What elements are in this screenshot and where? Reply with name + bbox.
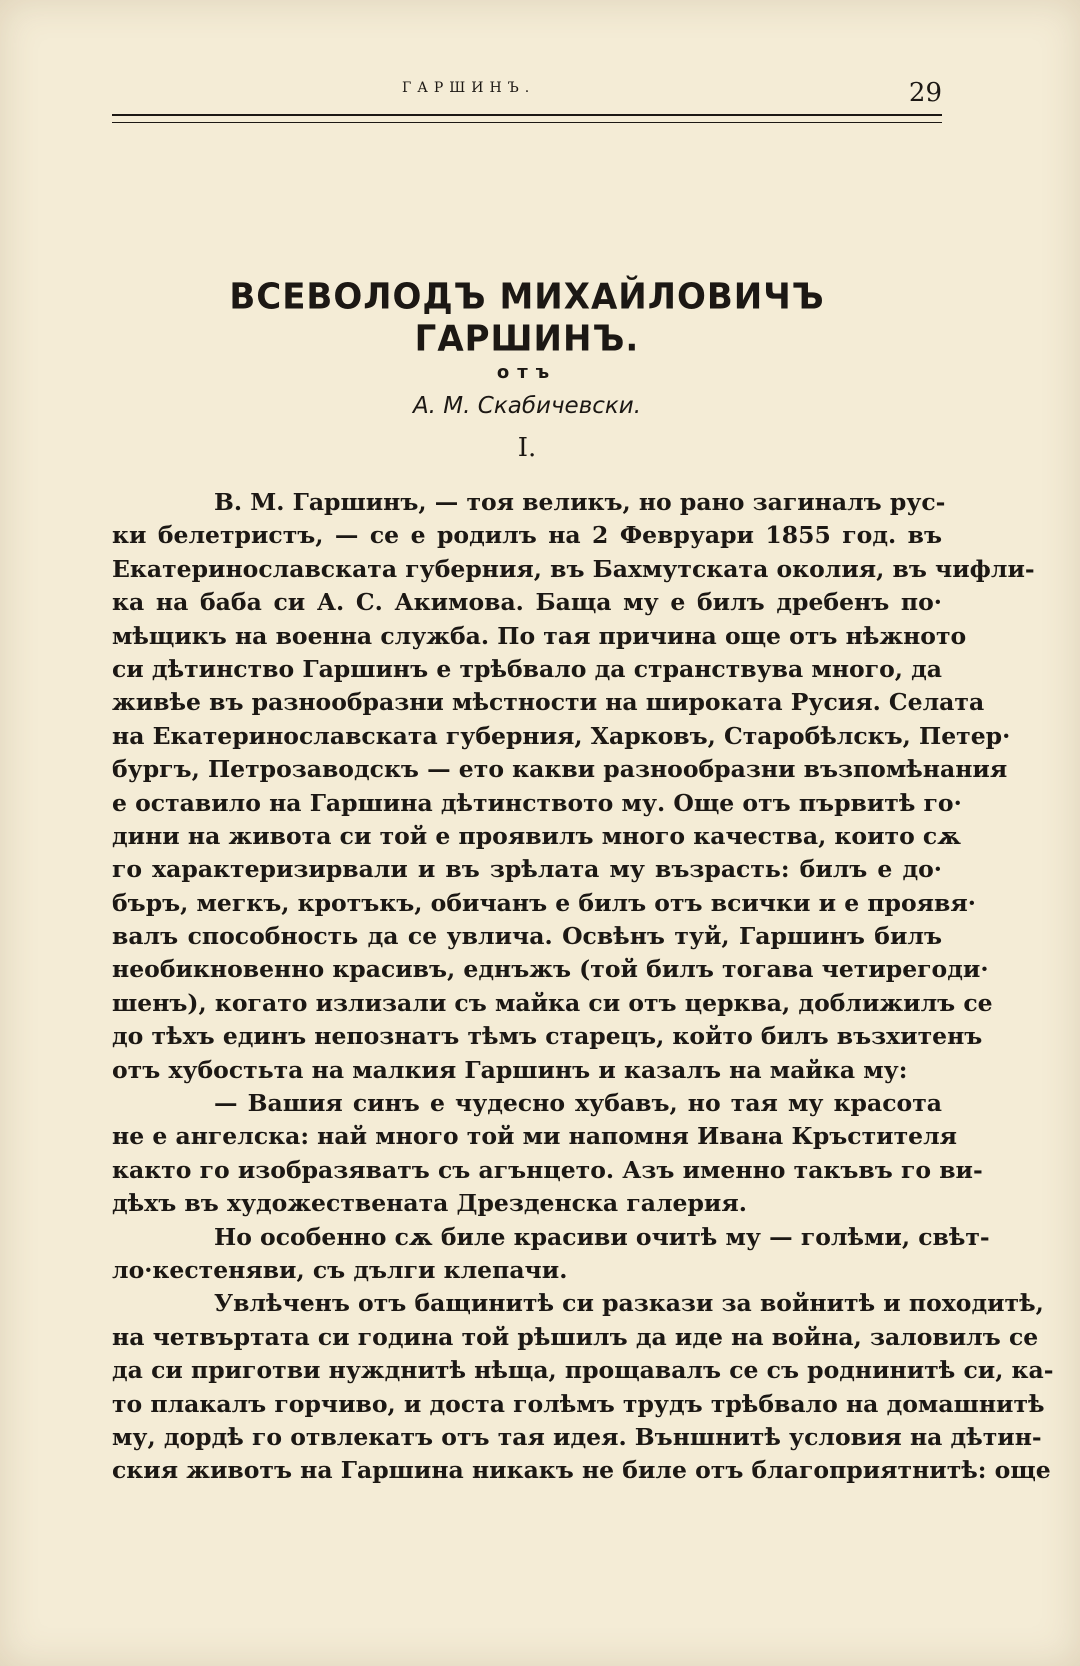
text-line: ския животъ на Гаршина никакъ не биле отъ благоприятнитѣ: още <box>112 1456 1051 1485</box>
text-line: да си приготви нужднитѣ нѣща, прощавалъ се съ роднинитѣ си, ка- <box>112 1356 1054 1385</box>
text-line: на Екатеринославската губерния, Харковъ, Старобѣлскъ, Петер· <box>112 721 1011 750</box>
text-line: бъръ, мегкъ, кротъкъ, обичанъ е билъ отъ всички и е проявя· <box>112 888 976 917</box>
text-line: си дѣтинство Гаршинъ е трѣбвало да странствува много, да <box>112 654 943 683</box>
text-line: мѣщикъ на военна служба. По тая причина още отъ нѣжното <box>112 621 967 650</box>
text-line: необикновенно красивъ, еднъжъ (той билъ тогава четирегоди· <box>112 955 989 984</box>
text-line: Екатеринославската губерния, въ Бахмутската околия, въ чифли- <box>112 554 1035 583</box>
text-line: Но особенно сѫ биле красиви очитѣ му — голѣми, свѣт- <box>214 1222 990 1251</box>
text-line: е оставило на Гаршина дѣтинството му. Още отъ първитѣ го· <box>112 788 962 817</box>
text-line: му, дордѣ го отвлекатъ отъ тая идея. Външнитѣ условия на дѣтин- <box>112 1422 1042 1451</box>
by-line: отъ <box>496 362 558 383</box>
author-name: А. М. Скабичевски. <box>412 393 642 419</box>
running-title: ГАРШИНЪ. <box>402 80 536 96</box>
text-line: живѣе въ разнообразни мѣстности на широката Русия. Селата <box>112 688 985 717</box>
running-header <box>112 78 942 118</box>
text-line: както го изобразяватъ съ агънцето. Азъ именно такъвъ го ви- <box>112 1155 983 1184</box>
text-line: ка на баба си А. С. Акимова. Баща му е билъ дребенъ по· <box>112 588 942 617</box>
text-line: то плакалъ горчиво, и доста голѣмъ трудъ трѣбвало на домашнитѣ <box>112 1389 1045 1418</box>
text-line: отъ хубостьта на малкия Гаршинъ и казалъ на майка му: <box>112 1055 908 1084</box>
text-line: на четвъртата си година той рѣшилъ да иде на война, заловилъ се <box>112 1322 1039 1351</box>
text-line: до тѣхъ единъ непознатъ тѣмъ старецъ, който билъ възхитенъ <box>112 1022 983 1051</box>
text-line: валъ способность да се увлича. Освѣнъ туй, Гаршинъ билъ <box>112 922 942 951</box>
header-rule <box>112 114 942 123</box>
text-line: дѣхъ въ художествената Дрезденска галерия. <box>112 1189 747 1218</box>
body-text <box>112 486 1054 1488</box>
text-line: — Вашия синъ е чудесно хубавъ, но тая му красота <box>214 1089 942 1118</box>
title-block <box>112 278 942 463</box>
text-line: шенъ), когато излизали съ майка си отъ церква, доближилъ се <box>112 988 993 1017</box>
text-line: ки белетристъ, — се е родилъ на 2 Февруари 1855 год. въ <box>112 521 942 550</box>
text-line: не е ангелска: най много той ми напомня Ивана Кръстителя <box>112 1122 958 1151</box>
chapter-number: I. <box>517 433 537 463</box>
article-title: ВСЕВОЛОДЪ МИХАЙЛОВИЧЪ ГАРШИНЪ. <box>229 276 825 360</box>
text-line: ло·кестеняви, съ дълги клепачи. <box>112 1255 568 1284</box>
text-line: дини на живота си той е проявилъ много качества, които сѫ <box>112 821 961 850</box>
text-line: В. М. Гаршинъ, — тоя великъ, но рано загиналъ рус- <box>214 488 946 516</box>
page-number: 29 <box>908 78 942 108</box>
text-line: го характеризирвали и въ зрѣлата му възрасть: билъ е до· <box>112 855 942 884</box>
text-line: Увлѣченъ отъ бащинитѣ си разкази за войнитѣ и походитѣ, <box>214 1289 1044 1318</box>
text-line: бургъ, Петрозаводскъ — ето какви разнообразни възпомѣнания <box>112 755 1008 784</box>
